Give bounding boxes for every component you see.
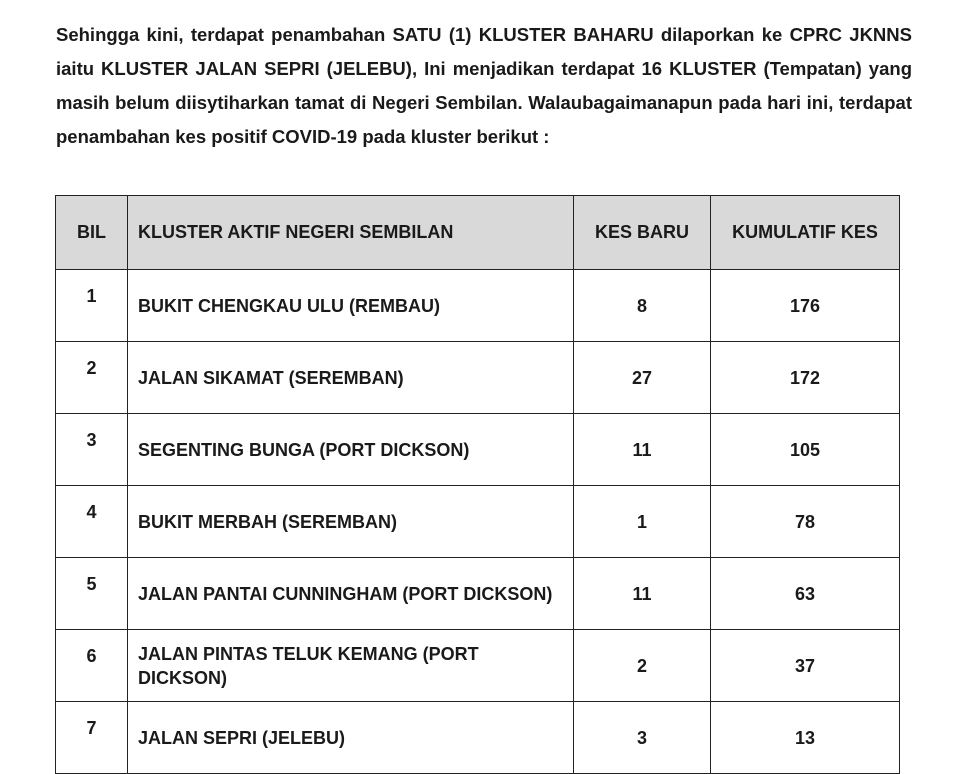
row-cluster-name: BUKIT CHENGKAU ULU (REMBAU): [128, 270, 574, 342]
row-new-cases: 27: [574, 342, 711, 414]
row-cumulative: 105: [711, 414, 900, 486]
row-new-cases: 11: [574, 414, 711, 486]
row-new-cases: 1: [574, 486, 711, 558]
cluster-table: [55, 195, 900, 774]
header-cumulative: KUMULATIF KES: [711, 196, 900, 270]
row-bil: 5: [56, 558, 128, 630]
row-cumulative: 78: [711, 486, 900, 558]
row-cluster-name: JALAN PINTAS TELUK KEMANG (PORT DICKSON): [128, 630, 574, 702]
table-row: [56, 342, 900, 414]
row-bil: 4: [56, 486, 128, 558]
row-cumulative: 176: [711, 270, 900, 342]
row-bil: 2: [56, 342, 128, 414]
row-new-cases: 2: [574, 630, 711, 702]
header-cluster: KLUSTER AKTIF NEGERI SEMBILAN: [128, 196, 574, 270]
row-bil: 7: [56, 702, 128, 774]
table-row: [56, 414, 900, 486]
header-new-cases: KES BARU: [574, 196, 711, 270]
table-row: [56, 486, 900, 558]
row-cluster-name: JALAN SIKAMAT (SEREMBAN): [128, 342, 574, 414]
row-cluster-name: JALAN SEPRI (JELEBU): [128, 702, 574, 774]
table-row: [56, 270, 900, 342]
row-cluster-name: BUKIT MERBAH (SEREMBAN): [128, 486, 574, 558]
row-cumulative: 37: [711, 630, 900, 702]
row-new-cases: 3: [574, 702, 711, 774]
table-row: [56, 558, 900, 630]
row-cumulative: 172: [711, 342, 900, 414]
row-cumulative: 63: [711, 558, 900, 630]
row-cluster-name: JALAN PANTAI CUNNINGHAM (PORT DICKSON): [128, 558, 574, 630]
row-new-cases: 8: [574, 270, 711, 342]
table-row: [56, 702, 900, 774]
header-bil: BIL: [56, 196, 128, 270]
intro-paragraph: Sehingga kini, terdapat penambahan SATU (1) KLUSTER BAHARU dilaporkan ke CPRC JKNNS iaitu KLUSTER JALAN SEPRI (JELEBU), Ini menjadikan terdapat 16 KLUSTER (Tempatan) yang masih belum diisytiharkan tamat di Negeri Sembilan. Walaubagaimanapun pada hari ini, terdapat penambahan kes positif COVID-19 pada kluster berikut :: [56, 24, 912, 147]
table-row: [56, 630, 900, 702]
row-bil: 3: [56, 414, 128, 486]
row-new-cases: 11: [574, 558, 711, 630]
table-header-row: [56, 196, 900, 270]
row-cluster-name: SEGENTING BUNGA (PORT DICKSON): [128, 414, 574, 486]
row-bil: 1: [56, 270, 128, 342]
row-cumulative: 13: [711, 702, 900, 774]
row-bil: 6: [56, 630, 128, 702]
